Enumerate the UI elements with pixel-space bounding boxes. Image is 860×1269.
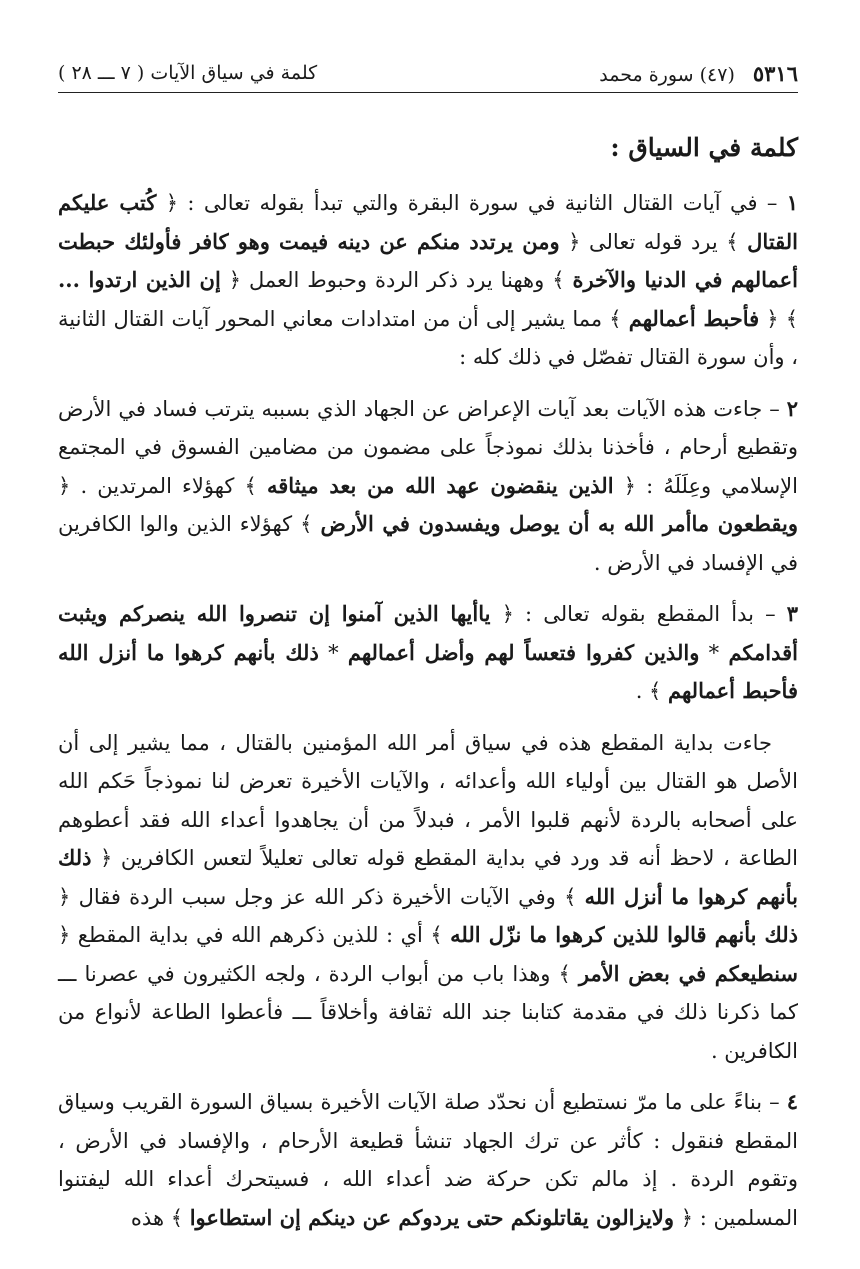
- paragraph-text: ﴾ كهؤلاء الذين والوا الكافرين في الإفساد في الأرض .: [58, 512, 798, 575]
- paragraph-text: – في آيات القتال الثانية في سورة البقرة والتي تبدأ بقوله تعالى : ﴿: [156, 191, 787, 215]
- emphasized-text: سنطيعكم في بعض الأمر: [578, 960, 798, 986]
- emphasized-text: ذلك بأنهم قالوا للذين كرهوا ما نزّل الله: [450, 922, 799, 947]
- paragraph-text: *: [318, 640, 348, 665]
- paragraph-text: جاءت بداية المقطع هذه في سياق أمر الله المؤمنين بالقتال ، مما يشير إلى أن الأصل هو القتال بين أولياء الله وأعدائه ، والآيات الأخيرة تعرض لنا نموذجاً حَكم الله على أصحابه بالردة لأنهم قلبوا الأمر ، فبدلاً من أن يجاهدوا أعداء الله فقد أعطوهم الطاعة ، لاحظ أنه قد ورد في بداية المقطع قوله تعالى تعليلاً لتعس الكافرين ﴿: [58, 730, 798, 870]
- main-content: [58, 128, 798, 1250]
- paragraph: [58, 1083, 798, 1237]
- emphasized-text: كُتب عليكم القتال: [58, 190, 799, 254]
- emphasized-text: ذلك بأنهم كرهوا ما أنزل الله فأحبط أعمالهم: [58, 639, 798, 703]
- surah-label: (٤٧) سورة محمد: [599, 63, 735, 86]
- paragraph-text: ﴾ وفي الآيات الأخيرة ذكر الله عز وجل سبب الردة فقال ﴿: [58, 884, 585, 909]
- paragraph-text: ﴾ ﴿: [759, 306, 799, 331]
- emphasized-text: الذين ينقضون عهد الله من بعد ميثاقه: [267, 472, 614, 498]
- header-right: [599, 61, 798, 86]
- paragraph: [58, 390, 798, 583]
- paragraph-text: – بدأ المقطع بقوله تعالى : ﴿: [490, 602, 787, 626]
- paragraph-text: ﴾ مما يشير إلى أن من امتدادات معاني المحور آيات القتال الثانية ، وأن سورة القتال تفصّل في ذلك كله :: [58, 306, 798, 369]
- book-page: [58, 0, 798, 1269]
- emphasized-text: ١: [786, 190, 798, 215]
- emphasized-text: ٣: [786, 601, 798, 626]
- emphasized-text: ياأيها الذين آمنوا إن تنصروا الله ينصركم ويثبت أقدامكم: [58, 601, 798, 665]
- paragraph-text: ﴾ وهذا باب من أبواب الردة ، ولجه الكثيرون في عصرنا ـــ كما ذكرنا ذلك في مقدمة كتابنا جند الله ثقافة وأخلاقاً ـــ فأعطوا الطاعة لأنواع من الكافرين .: [58, 961, 798, 1063]
- page-number: ٥٣١٦: [752, 60, 798, 86]
- paragraph-text: – بناءً على ما مرّ نستطيع أن نحدّد صلة الآيات الأخيرة بسياق السورة القريب وسياق المقطع فنقول : كأثر عن ترك الجهاد تنشأ قطيعة الأرحام ، والإفساد في الأرض ، وتقوم الردة . إذ مالم تكن حركة ضد أعداء الله ، فسيتحرك أعداء الله ليفتنوا المسلمين : ﴿: [58, 1090, 798, 1230]
- paragraph-text: ﴾ وههنا يرد ذكر الردة وحبوط العمل ﴿: [220, 268, 573, 292]
- running-header: [58, 60, 798, 86]
- paragraph-text: – جاءت هذه الآيات بعد آيات الإعراض عن الجهاد الذي بسببه يترتب فساد في الأرض وتقطيع أرحام ، فأخذنا بذلك نموذجاً على مضمون من مضامين الفسوق في المجتمع الإسلامي وعِلَلَهُ : ﴿: [58, 396, 798, 498]
- running-title: كلمة في سياق الآيات ( ٧ ـــ ٢٨ ): [58, 62, 318, 84]
- emphasized-text: ٢: [786, 395, 798, 421]
- paragraph: [58, 595, 798, 711]
- paragraph-text: ﴾ هذه: [130, 1205, 190, 1230]
- paragraph: [58, 724, 798, 1071]
- paragraph: [58, 184, 798, 377]
- emphasized-text: ٤: [786, 1089, 798, 1114]
- emphasized-text: إن الذين ارتدوا ...: [58, 267, 221, 292]
- emphasized-text: ويقطعون ماأمر الله به أن يوصل ويفسدون في الأرض: [320, 511, 798, 536]
- paragraph-text: ﴾ أي : للذين ذكرهم الله في بداية المقطع ﴿: [58, 923, 451, 947]
- paragraph-text: ﴾ كهؤلاء المرتدين . ﴿: [58, 473, 267, 498]
- section-title: كلمة في السياق :: [610, 133, 798, 162]
- paragraph-text: *: [699, 640, 729, 665]
- paragraph-list: [58, 184, 798, 1237]
- emphasized-text: والذين كفروا فتعساً لهم وأضل أعمالهم: [347, 639, 700, 665]
- emphasized-text: فأحبط أعمالهم: [628, 305, 760, 331]
- emphasized-text: ذلك بأنهم كرهوا ما أنزل الله: [58, 845, 798, 909]
- paragraph-text: ﴾ .: [635, 679, 669, 703]
- paragraph-text: ﴾ يرد قوله تعالى ﴿: [559, 229, 748, 254]
- header-divider: [58, 92, 798, 93]
- emphasized-text: ومن يرتدد منكم عن دينه فيمت وهو كافر فأولئك حبطت أعمالهم في الدنيا والآخرة: [58, 228, 798, 292]
- emphasized-text: ولايزالون يقاتلونكم حتى يردوكم عن دينكم إن استطاعوا: [189, 1204, 675, 1230]
